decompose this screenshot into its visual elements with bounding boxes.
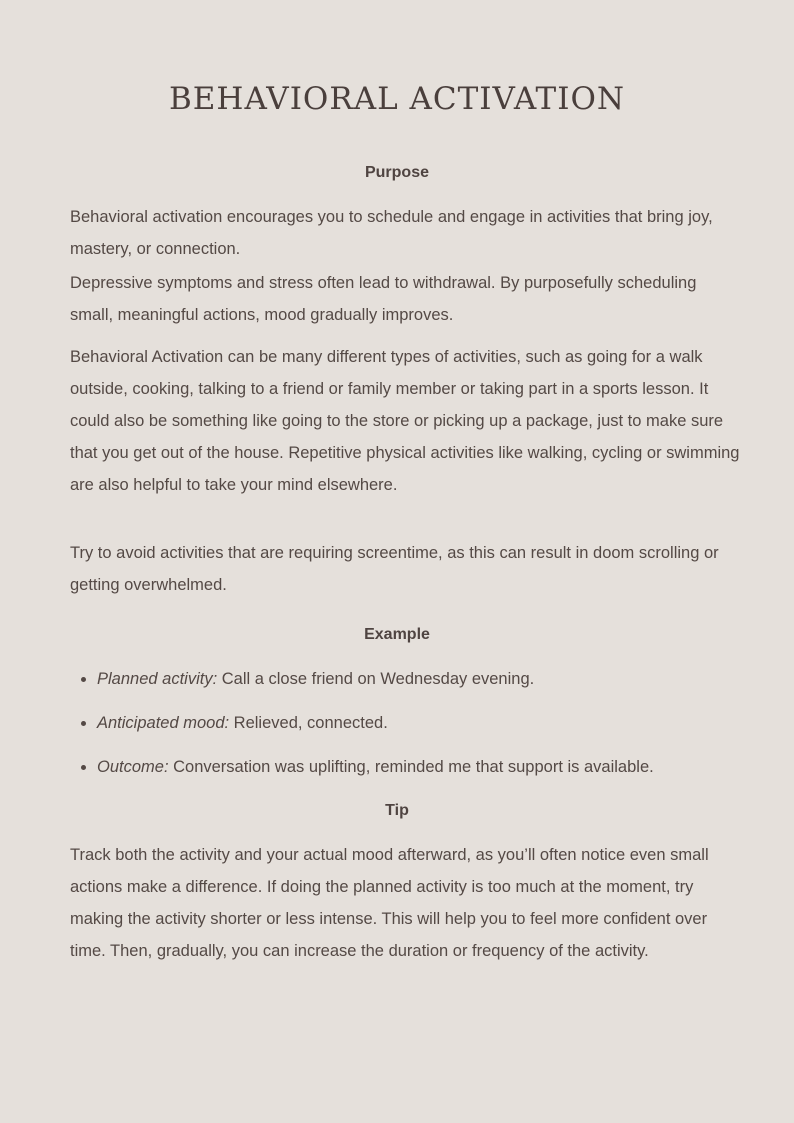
list-item-text: Relieved, connected. [229, 714, 388, 732]
bullet-icon [81, 721, 86, 726]
purpose-heading: Purpose [364, 164, 429, 181]
purpose-paragraph-3: Behavioral Activation can be many different types of activities, such as going for a walk outside, cooking, talking to a friend or family member or taking part in a sports lesson. It could also be something like going to the store or picking up a package, just to make sure that you get out of the house. Repetitive physical activities like walking, cycling or swimming are also helpful to take your mind elsewhere. [70, 348, 740, 494]
page-title: BEHAVIORAL ACTIVATION [169, 81, 625, 117]
purpose-paragraph-2: Depressive symptoms and stress often lead to withdrawal. By purposefully scheduling small, meaningful actions, mood gradually improves. [70, 274, 697, 324]
list-item-content [97, 711, 388, 735]
list-item-text: Call a close friend on Wednesday evening. [217, 670, 535, 688]
list-item-label: Planned activity: [97, 670, 218, 688]
purpose-paragraph-4: Try to avoid activities that are requiring screentime, as this can result in doom scrolling or getting overwhelmed. [70, 544, 719, 594]
list-item-label: Outcome: [97, 758, 169, 776]
list-item-content [97, 667, 534, 691]
bullet-icon [81, 765, 86, 770]
list-item-content [97, 755, 654, 779]
purpose-paragraph-1: Behavioral activation encourages you to schedule and engage in activities that bring joy, mastery, or connection. [70, 208, 713, 258]
tip-paragraph: Track both the activity and your actual mood afterward, as you’ll often notice even small actions make a difference. If doing the planned activity is too much at the moment, try making the activity shorter or less intense. This will help you to feel more confident over time. Then, gradually, you can increase the duration or frequency of the activity. [70, 846, 709, 960]
tip-heading: Tip [385, 802, 409, 819]
list-item-label: Anticipated mood: [97, 714, 230, 732]
example-heading: Example [364, 626, 430, 643]
bullet-icon [81, 677, 86, 682]
list-item-text: Conversation was uplifting, reminded me that support is available. [168, 758, 654, 776]
